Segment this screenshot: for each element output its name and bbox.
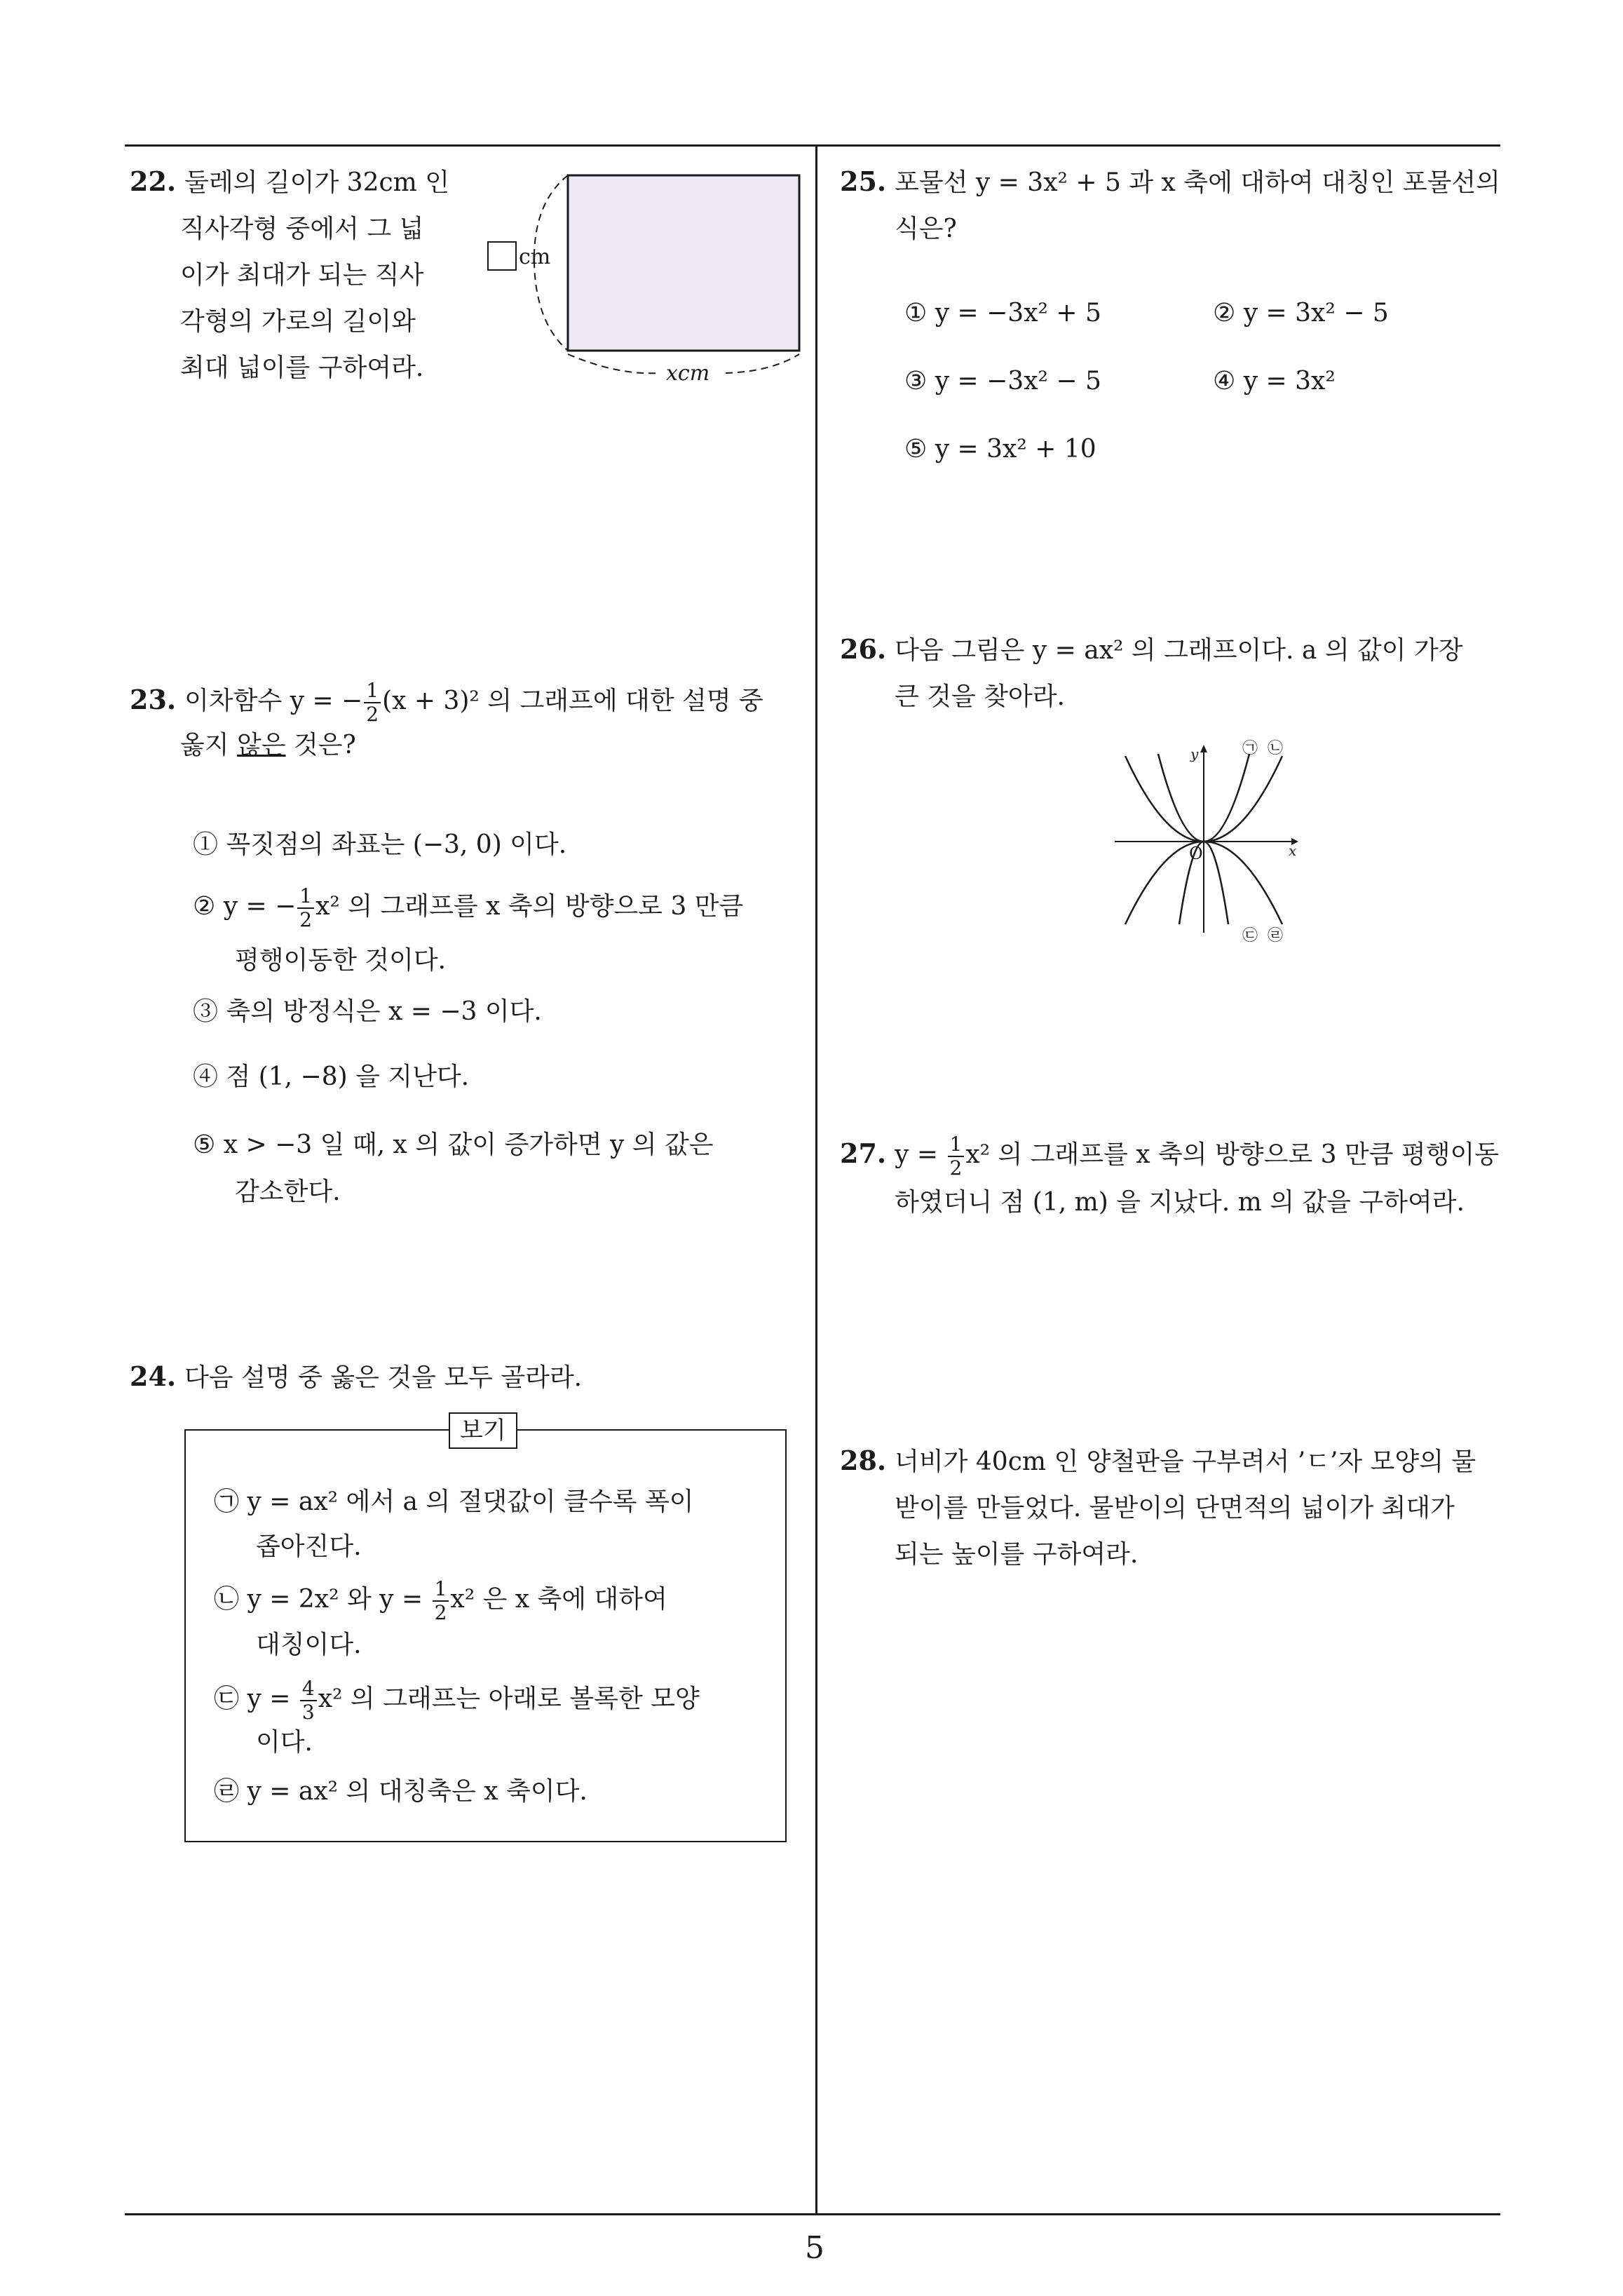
item-mark: ㉣ <box>214 1777 240 1806</box>
item-mark: ㉠ <box>214 1487 240 1516</box>
option-mark: ④ <box>193 1062 219 1091</box>
item-text: y = ax² 에서 a 의 절댓값이 클수록 폭이 <box>247 1487 694 1516</box>
option-mark: ③ <box>904 367 928 396</box>
curve-label: ㉢ <box>1242 927 1258 945</box>
question-25 <box>840 158 1500 252</box>
fraction-denominator: 3 <box>301 1701 315 1724</box>
fraction-denominator: 2 <box>434 1601 447 1624</box>
option-2 <box>1213 292 1389 335</box>
stem-text: 포물선 y = 3x² + 5 과 x 축에 대하여 대칭인 포물선의 <box>895 168 1500 197</box>
origin-label: O <box>1189 844 1203 863</box>
bogi-item-2-continued: 대칭이다. <box>256 1630 362 1659</box>
question-number: 28. <box>840 1445 887 1476</box>
stem-text: 식은? <box>895 215 957 243</box>
question-text-line: 각형의 가로의 길이와 <box>180 307 416 336</box>
stem-text: 옳지 <box>180 731 237 759</box>
fraction <box>300 1677 317 1724</box>
bogi-label: 보기 <box>449 1412 517 1449</box>
question-22 <box>130 158 480 391</box>
item-text: x² 은 x 축에 대하여 <box>450 1585 667 1614</box>
option-5 <box>904 428 1096 471</box>
bogi-item-1 <box>214 1481 694 1523</box>
fraction <box>948 1133 965 1180</box>
option-text: y = −3x² − 5 <box>935 367 1101 396</box>
item-mark: ㉡ <box>214 1585 240 1614</box>
stem-text: x² 의 그래프를 x 축의 방향으로 3 만큼 평행이동 <box>965 1140 1500 1169</box>
curve-label: ㉡ <box>1268 740 1284 757</box>
parabola-graph <box>1108 729 1318 947</box>
stem-text: 다음 그림은 y = ax² 의 그래프이다. a 의 값이 가장 <box>895 636 1463 665</box>
bottom-rule <box>125 2213 1500 2215</box>
curve-label: ㉠ <box>1242 740 1258 757</box>
rectangle-figure <box>477 161 813 393</box>
fraction-denominator: 2 <box>949 1156 963 1180</box>
bogi-item-4 <box>214 1771 588 1813</box>
item-text: y = ax² 의 대칭축은 x 축이다. <box>247 1777 588 1806</box>
question-text-line: 둘레의 길이가 32cm 인 <box>184 168 449 197</box>
item-mark: ㉢ <box>214 1684 240 1713</box>
option-3 <box>904 360 1101 403</box>
bogi-item-3-continued: 이다. <box>256 1728 313 1757</box>
question-number: 24. <box>130 1360 177 1392</box>
fraction-numerator: 1 <box>433 1578 449 1602</box>
option-5-continued: 감소한다. <box>235 1177 341 1206</box>
option-mark: ④ <box>1213 367 1236 396</box>
question-text-line: 최대 넓이를 구하여라. <box>180 353 424 382</box>
stem-text: 하였더니 점 (1, m) 을 지났다. m 의 값을 구하여라. <box>895 1188 1465 1217</box>
height-label: cm <box>519 245 551 269</box>
fraction-denominator: 2 <box>299 908 313 931</box>
fraction-numerator: 1 <box>297 885 314 909</box>
stem-text: 되는 높이를 구하여라. <box>895 1540 1139 1569</box>
answer-blank-box <box>488 242 516 270</box>
stem-text: 받이를 만들었다. 물받이의 단면적의 넓이가 최대가 <box>895 1494 1455 1522</box>
question-text-line: 직사각형 중에서 그 넓 <box>180 215 424 243</box>
option-text: x > −3 일 때, x 의 값이 증가하면 y 의 값은 <box>223 1130 714 1159</box>
width-brace <box>726 354 799 373</box>
option-5 <box>193 1124 714 1166</box>
option-2 <box>193 885 743 931</box>
fraction <box>297 885 314 931</box>
fraction <box>364 680 381 726</box>
stem-text: y = <box>895 1140 946 1169</box>
item-text: y = <box>247 1684 299 1713</box>
option-3 <box>193 991 542 1033</box>
option-text: 꼭짓점의 좌표는 (−3, 0) 이다. <box>226 830 567 859</box>
option-mark: ② <box>1213 299 1236 327</box>
fraction-numerator: 4 <box>300 1677 317 1701</box>
question-24 <box>130 1353 582 1401</box>
option-text: y = 3x² + 10 <box>935 435 1096 464</box>
option-text: 점 (1, −8) 을 지난다. <box>226 1062 470 1091</box>
bogi-item-1-continued: 좁아진다. <box>256 1532 362 1561</box>
bogi-item-3 <box>214 1677 700 1724</box>
option-4 <box>1213 360 1336 403</box>
y-axis-label: y <box>1190 745 1199 762</box>
item-text: x² 의 그래프는 아래로 볼록한 모양 <box>318 1684 700 1713</box>
option-text: x² 의 그래프를 x 축의 방향으로 3 만큼 <box>315 892 744 921</box>
option-text: 축의 방정식은 x = −3 이다. <box>226 997 542 1026</box>
question-26 <box>840 626 1495 720</box>
y-axis-arrow <box>1200 745 1207 752</box>
option-mark: ② <box>193 892 216 921</box>
option-text: y = −3x² + 5 <box>935 299 1101 327</box>
bogi-item-2 <box>214 1578 667 1624</box>
column-divider <box>815 144 817 2215</box>
question-number: 22. <box>130 166 177 197</box>
question-number: 23. <box>130 684 177 715</box>
width-brace <box>568 354 659 373</box>
item-text: y = 2x² 와 y = <box>247 1585 431 1614</box>
option-text: y = 3x² <box>1243 367 1336 396</box>
option-2-continued: 평행이동한 것이다. <box>235 946 447 975</box>
top-rule <box>125 144 1500 147</box>
underlined-text: 않은 <box>237 731 286 759</box>
width-label: xcm <box>666 361 710 386</box>
fraction-denominator: 2 <box>366 703 379 726</box>
fraction-numerator: 1 <box>948 1133 965 1157</box>
question-28 <box>840 1438 1495 1578</box>
question-number: 27. <box>840 1137 887 1169</box>
question-number: 26. <box>840 633 887 665</box>
option-mark: ③ <box>193 997 219 1026</box>
stem-text: 것은? <box>285 731 356 759</box>
option-4 <box>193 1056 469 1098</box>
question-23 <box>130 677 810 765</box>
rectangle <box>568 175 799 351</box>
option-text: y = − <box>223 892 297 921</box>
stem-text: 이차함수 y = − <box>184 687 363 715</box>
stem-text: (x + 3)² 의 그래프에 대한 설명 중 <box>382 687 763 715</box>
option-text: y = 3x² − 5 <box>1243 299 1389 327</box>
stem-text: 큰 것을 찾아라. <box>895 682 1065 711</box>
option-1 <box>193 824 566 866</box>
question-number: 25. <box>840 166 887 197</box>
stem-text: 다음 설명 중 옳은 것을 모두 골라라. <box>184 1363 583 1392</box>
option-1 <box>904 292 1101 335</box>
fraction <box>433 1578 449 1624</box>
option-mark: ① <box>193 830 219 859</box>
option-mark: ⑤ <box>193 1130 216 1159</box>
question-text-line: 이가 최대가 되는 직사 <box>180 261 424 290</box>
curve-label: ㉣ <box>1268 927 1284 945</box>
stem-text: 너비가 40cm 인 양철판을 구부려서 ’ㄷ’자 모양의 물 <box>895 1447 1476 1476</box>
fraction-numerator: 1 <box>364 680 381 703</box>
x-axis-label: x <box>1289 842 1297 859</box>
option-mark: ① <box>904 299 928 327</box>
page-number: 5 <box>805 2230 824 2266</box>
option-mark: ⑤ <box>904 435 928 464</box>
question-27 <box>840 1130 1500 1226</box>
